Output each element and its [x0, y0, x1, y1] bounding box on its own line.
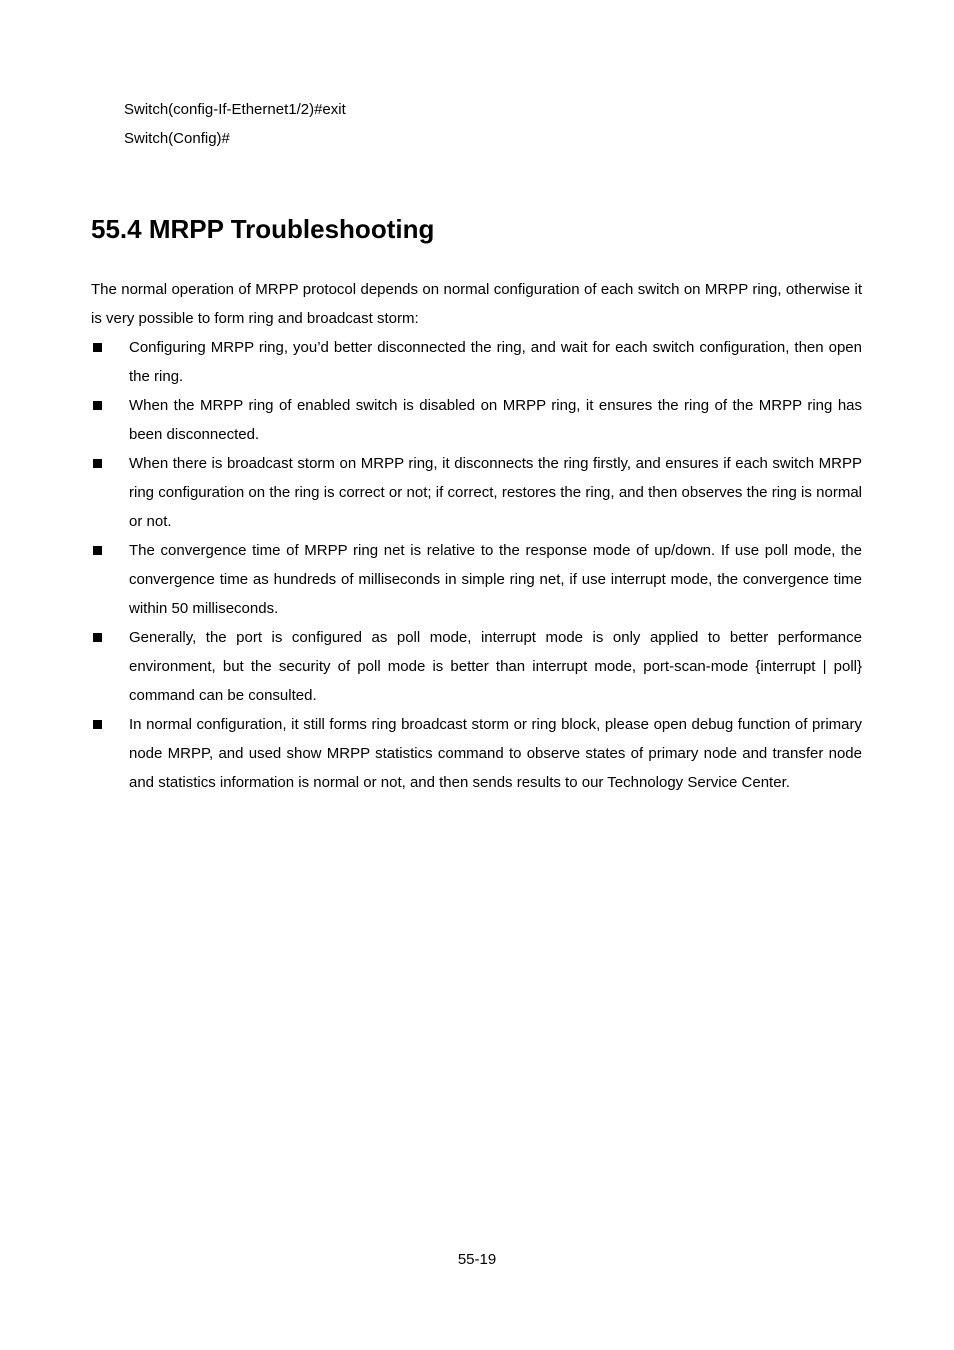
list-item-text: In normal configuration, it still forms ring broadcast storm or ring block, please open debug function of primary node MRPP, and used show MRPP statistics command to observe states of primary node and transfer node and statistics information is normal or not, and then sends results to our Technology Service Center. [129, 716, 862, 791]
list-item [91, 391, 862, 449]
list-item [91, 449, 862, 536]
list-item-text: Generally, the port is configured as poll mode, interrupt mode is only applied to better performance environment, but the security of poll mode is better than interrupt mode, port-scan-mode {interrupt | poll} command can be consulted. [129, 629, 862, 704]
list-item-text: Configuring MRPP ring, you’d better disconnected the ring, and wait for each switch configuration, then open the ring. [129, 339, 862, 385]
square-bullet-icon [93, 401, 102, 410]
square-bullet-icon [93, 720, 102, 729]
square-bullet-icon [93, 459, 102, 468]
list-item-text: When the MRPP ring of enabled switch is disabled on MRPP ring, it ensures the ring of the MRPP ring has been disconnected. [129, 397, 862, 443]
list-item [91, 536, 862, 623]
list-item [91, 710, 862, 797]
square-bullet-icon [93, 633, 102, 642]
code-line-config-prompt: Switch(Config)# [124, 130, 230, 147]
list-item-text: When there is broadcast storm on MRPP ring, it disconnects the ring firstly, and ensures if each switch MRPP ring configuration on the ring is correct or not; if correct, restores the ring, and then observes the ring is normal or not. [129, 455, 862, 530]
square-bullet-icon [93, 546, 102, 555]
code-line-exit: Switch(config-If-Ethernet1/2)#exit [124, 101, 346, 118]
list-item [91, 623, 862, 710]
section-heading: 55.4 MRPP Troubleshooting [91, 214, 435, 244]
list-item [91, 333, 862, 391]
list-item-text: The convergence time of MRPP ring net is relative to the response mode of up/down. If use poll mode, the convergence time as hundreds of milliseconds in simple ring net, if use interrupt mode, the convergence time within 50 milliseconds. [129, 542, 862, 617]
square-bullet-icon [93, 343, 102, 352]
page-number: 55-19 [457, 1251, 497, 1268]
intro-paragraph: The normal operation of MRPP protocol depends on normal configuration of each switch on MRPP ring, otherwise it is very possible to form ring and broadcast storm: [91, 281, 862, 327]
troubleshooting-list [91, 333, 862, 797]
